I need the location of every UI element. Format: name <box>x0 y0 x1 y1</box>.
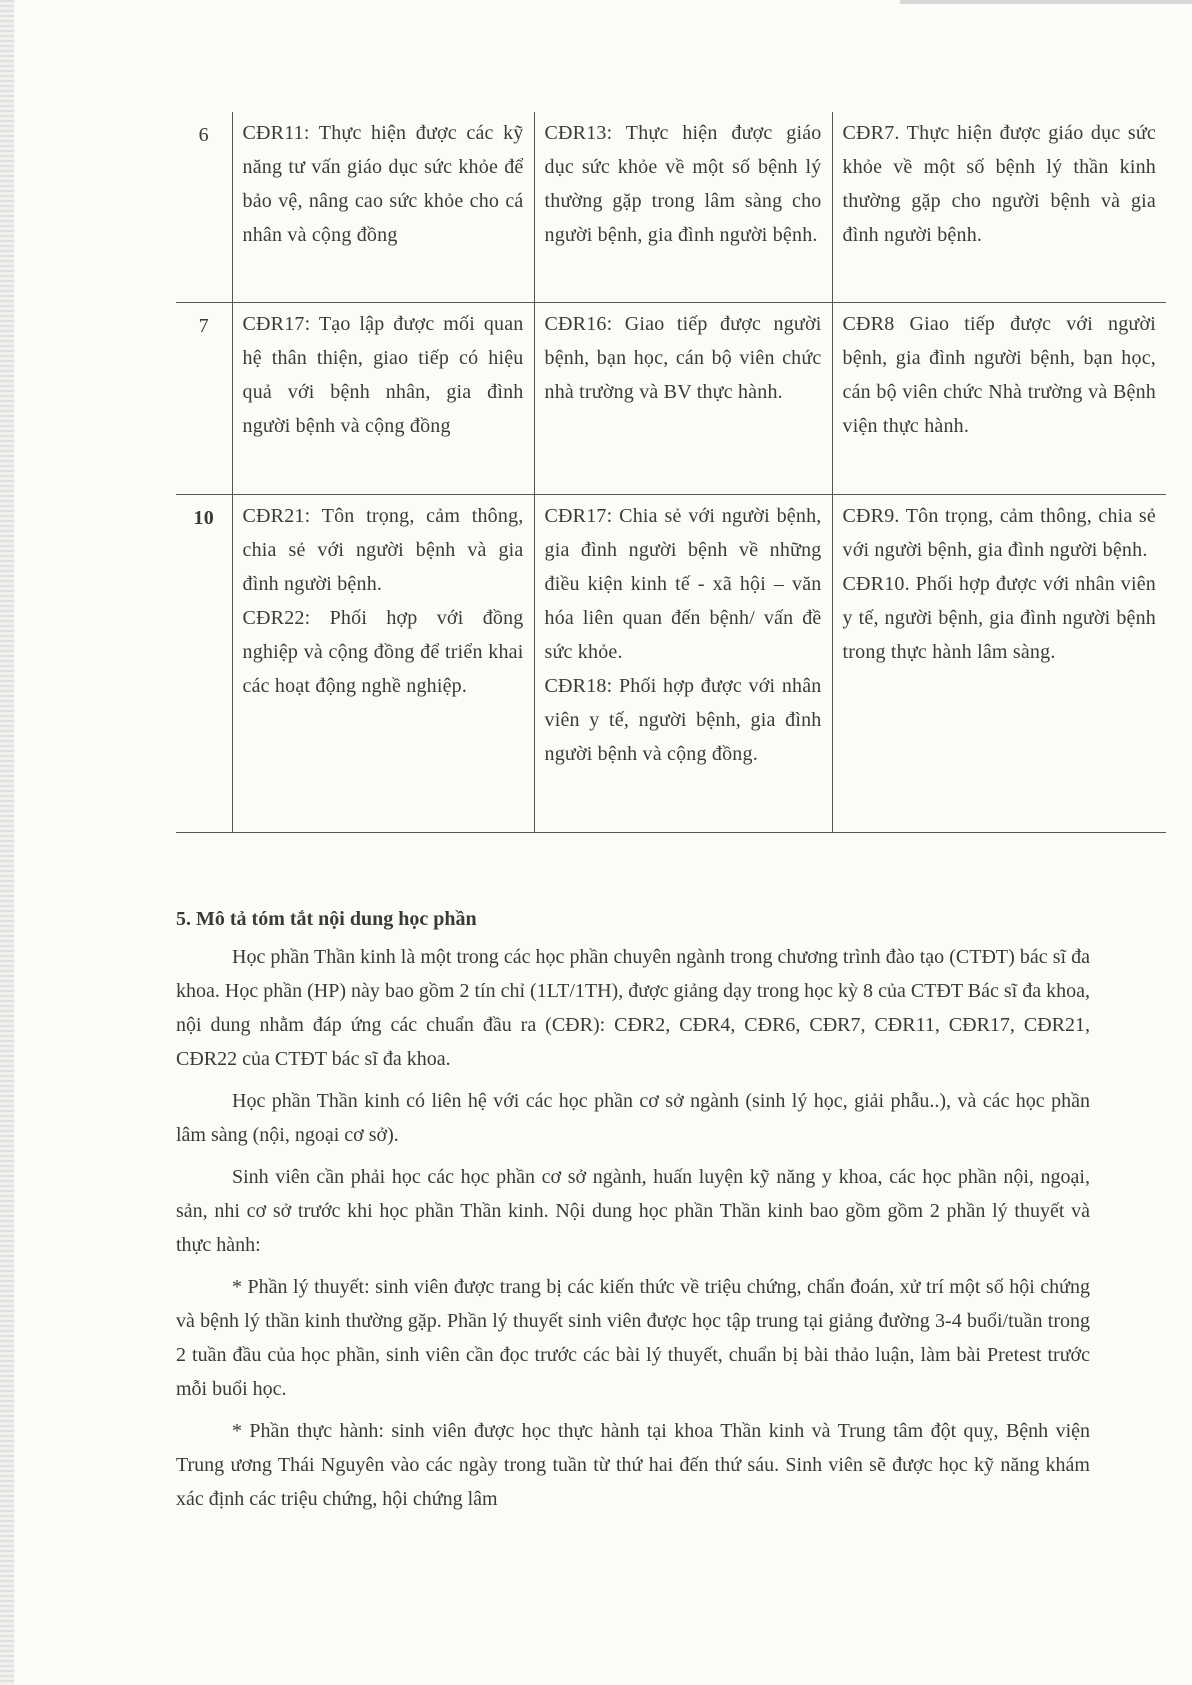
program-outcome-cell <box>232 112 534 302</box>
learning-outcomes-table <box>176 112 1166 833</box>
course-outcome-cell <box>832 494 1166 832</box>
course-summary-section <box>176 902 1090 1524</box>
program-outcome-cell <box>232 302 534 494</box>
program-outcome-cell <box>232 494 534 832</box>
course-outcome-cell <box>832 302 1166 494</box>
cell-text: CĐR21: Tôn trọng, cảm thông, chia sẻ với người bệnh và gia đình người bệnh. <box>242 504 524 595</box>
cell-text: CĐR18: Phối hợp được với nhân viên y tế, người bệnh, gia đình người bệnh và cộng đồng. <box>544 674 822 765</box>
cell-text: CĐR11: Thực hiện được các kỹ năng tư vấn giáo dục sức khỏe để bảo vệ, nâng cao sức khỏe cho cá nhân và cộng đồng <box>242 122 524 246</box>
row-number: 6 <box>176 112 232 302</box>
table-row <box>176 112 1166 302</box>
row-number: 7 <box>176 302 232 494</box>
cell-text: CĐR17: Chia sẻ với người bệnh, gia đình người bệnh về những điều kiện kinh tế - xã hội – văn hóa liên quan đến bệnh/ vấn đề sức khỏe. <box>544 504 822 663</box>
paragraph: * Phần thực hành: sinh viên được học thực hành tại khoa Thần kinh và Trung tâm đột quỵ, Bệnh viện Trung ương Thái Nguyên vào các ngày trong tuần từ thứ hai đến thứ sáu. Sinh viên sẽ được học kỹ năng khám xác định các triệu chứng, hội chứng lâm <box>176 1420 1090 1510</box>
row-number: 10 <box>176 494 232 832</box>
cell-text: CĐR8 Giao tiếp được với người bệnh, gia đình người bệnh, bạn học, cán bộ viên chức Nhà trường và Bệnh viện thực hành. <box>842 312 1156 437</box>
discipline-outcome-cell <box>534 494 832 832</box>
scan-edge-artifact <box>0 0 14 1685</box>
table-row <box>176 302 1166 494</box>
cell-text: CĐR22: Phối hợp với đồng nghiệp và cộng đồng để triển khai các hoạt động nghề nghiệp. <box>242 606 524 697</box>
course-outcome-cell <box>832 112 1166 302</box>
table-row <box>176 494 1166 832</box>
paragraph: Sinh viên cần phải học các học phần cơ sở ngành, huấn luyện kỹ năng y khoa, các học phần nội, ngoại, sản, nhi cơ sở trước khi học phần Thần kinh. Nội dung học phần Thần kinh bao gồm gồm 2 phần lý thuyết và thực hành: <box>176 1166 1090 1256</box>
cell-text: CĐR7. Thực hiện được giáo dục sức khỏe về một số bệnh lý thần kinh thường gặp cho người bệnh và gia đình người bệnh. <box>842 122 1156 246</box>
paragraph: Học phần Thần kinh có liên hệ với các học phần cơ sở ngành (sinh lý học, giải phẫu..), và các học phần lâm sàng (nội, ngoại cơ sở). <box>176 1090 1090 1146</box>
discipline-outcome-cell <box>534 302 832 494</box>
cell-text: CĐR13: Thực hiện được giáo dục sức khỏe về một số bệnh lý thường gặp trong lâm sàng cho người bệnh, gia đình người bệnh. <box>544 122 822 246</box>
cell-text: CĐR16: Giao tiếp được người bệnh, bạn học, cán bộ viên chức nhà trường và BV thực hành. <box>544 312 822 403</box>
cell-text: CĐR17: Tạo lập được mối quan hệ thân thiện, giao tiếp có hiệu quả với bệnh nhân, gia đình người bệnh và cộng đồng <box>242 312 524 437</box>
scan-top-artifact <box>900 0 1192 4</box>
cell-text: CĐR10. Phối hợp được với nhân viên y tế, người bệnh, gia đình người bệnh trong thực hành lâm sàng. <box>842 572 1156 663</box>
paragraph: * Phần lý thuyết: sinh viên được trang bị các kiến thức về triệu chứng, chẩn đoán, xử trí một số hội chứng và bệnh lý thần kinh thường gặp. Phần lý thuyết sinh viên được học tập trung tại giảng đường 3-4 buổi/tuần trong 2 tuần đầu của học phần, sinh viên cần đọc trước các bài lý thuyết, chuẩn bị bài thảo luận, làm bài Pretest trước mỗi buổi học. <box>176 1276 1090 1400</box>
section-heading: 5. Mô tả tóm tắt nội dung học phần <box>176 908 477 930</box>
discipline-outcome-cell <box>534 112 832 302</box>
paragraph: Học phần Thần kinh là một trong các học phần chuyên ngành trong chương trình đào tạo (CTĐT) bác sĩ đa khoa. Học phần (HP) này bao gồm 2 tín chỉ (1LT/1TH), được giảng dạy trong học kỳ 8 của CTĐT Bác sĩ đa khoa, nội dung nhằm đáp ứng các chuẩn đầu ra (CĐR): CĐR2, CĐR4, CĐR6, CĐR7, CĐR11, CĐR17, CĐR21, CĐR22 của CTĐT bác sĩ đa khoa. <box>176 946 1090 1070</box>
cell-text: CĐR9. Tôn trọng, cảm thông, chia sẻ với người bệnh, gia đình người bệnh. <box>842 504 1156 561</box>
